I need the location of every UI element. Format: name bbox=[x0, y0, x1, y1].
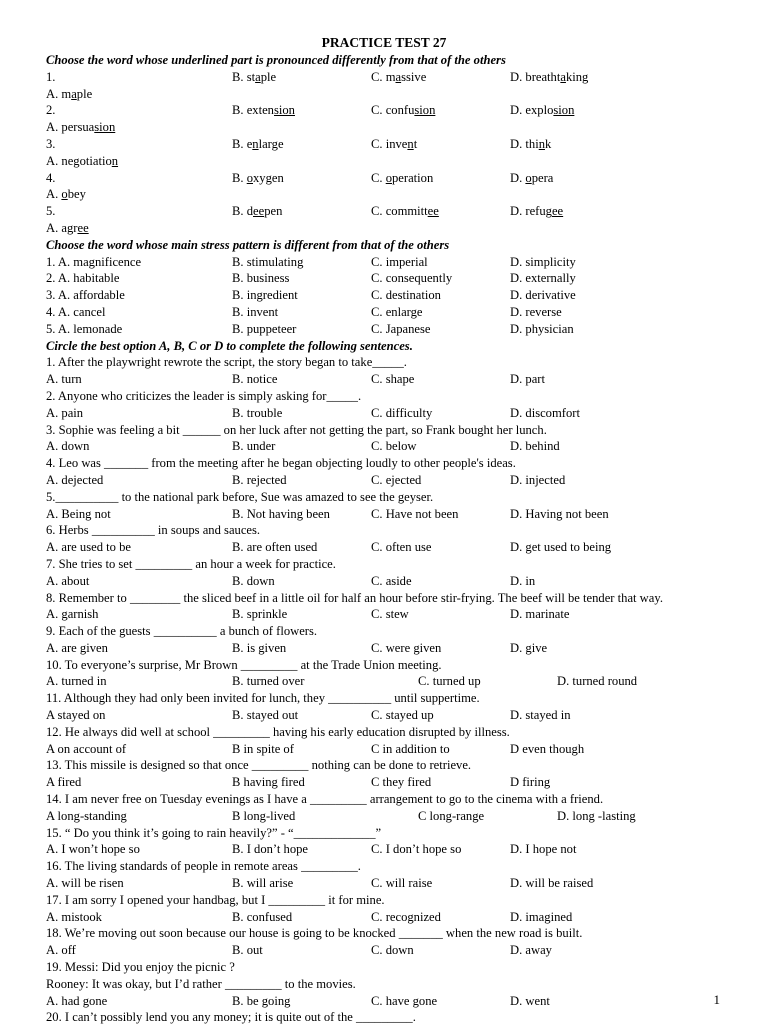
answer-option bbox=[371, 203, 510, 237]
answer-option: D even though bbox=[510, 741, 585, 756]
answer-option: D. turned round bbox=[557, 674, 638, 689]
option-prefix: C. m bbox=[371, 69, 396, 84]
answer-option: C. down bbox=[371, 943, 414, 958]
answer-options bbox=[46, 993, 722, 1010]
question-text: 19. Messi: Did you enjoy the picnic ? bbox=[46, 960, 235, 975]
answer-option: C. difficulty bbox=[371, 405, 433, 420]
question-text: 6. Herbs __________ in soups and sauces. bbox=[46, 523, 261, 538]
answer-option: C. turned up bbox=[418, 674, 481, 689]
option-text bbox=[510, 204, 563, 218]
option-prefix: B. exten bbox=[232, 103, 274, 118]
answer-option: B having fired bbox=[232, 775, 305, 790]
answer-option: A on account of bbox=[46, 741, 127, 756]
answer-option: D. externally bbox=[510, 271, 576, 286]
answer-option: D. get used to being bbox=[510, 540, 612, 555]
answer-option: C. enlarge bbox=[371, 304, 423, 319]
pronunciation-section bbox=[46, 52, 722, 237]
underlined-part: a bbox=[255, 69, 261, 84]
option-text bbox=[510, 171, 553, 185]
question-row bbox=[46, 69, 722, 103]
option-text bbox=[510, 103, 574, 117]
option-prefix: B. d bbox=[232, 204, 253, 219]
answer-options bbox=[46, 539, 722, 556]
option-prefix: A. persua bbox=[46, 120, 95, 135]
question-text: 10. To everyone’s surprise, Mr Brown _________ at the Trade Union meeting. bbox=[46, 657, 442, 672]
question-text: 12. He always did well at school _________ having his early education disrupted by illness. bbox=[46, 724, 510, 739]
answer-option: A stayed on bbox=[46, 708, 106, 723]
answer-option bbox=[46, 136, 232, 170]
answer-option: A. down bbox=[46, 439, 90, 454]
answer-option: D. away bbox=[510, 943, 552, 958]
answer-option bbox=[232, 203, 371, 237]
question-row bbox=[46, 170, 722, 204]
option-prefix: B. bbox=[232, 170, 247, 185]
underlined-part: o bbox=[61, 187, 68, 202]
stress-section bbox=[46, 237, 722, 338]
answer-option: 2. A. habitable bbox=[46, 271, 120, 286]
option-prefix: C. committ bbox=[371, 204, 428, 219]
answer-option: A long-standing bbox=[46, 808, 127, 823]
question-text: Rooney: It was okay, but I’d rather _________ to the movies. bbox=[46, 976, 356, 991]
question-row bbox=[46, 270, 722, 287]
answer-option bbox=[46, 69, 232, 103]
answer-options bbox=[46, 808, 722, 825]
answer-option: C. shape bbox=[371, 372, 415, 387]
answer-option: D. long -lasting bbox=[557, 808, 636, 823]
answer-option bbox=[232, 136, 371, 170]
answer-options bbox=[46, 371, 722, 388]
answer-option: B. stimulating bbox=[232, 254, 304, 269]
question-row bbox=[46, 136, 722, 170]
answer-option: B long-lived bbox=[232, 808, 296, 823]
answer-option: C. Have not been bbox=[371, 506, 459, 521]
option-prefix: A. bbox=[46, 187, 62, 202]
question-text: 17. I am sorry I opened your handbag, but I _________ it for mine. bbox=[46, 892, 385, 907]
answer-option: C in addition to bbox=[371, 741, 450, 756]
answer-option: A. off bbox=[46, 943, 76, 958]
section-heading: Choose the word whose main stress pattern is different from that of the others bbox=[46, 237, 450, 252]
question-row bbox=[46, 304, 722, 321]
answer-option: B. are often used bbox=[232, 540, 318, 555]
answer-option: B in spite of bbox=[232, 741, 294, 756]
answer-option: B. out bbox=[232, 943, 263, 958]
answer-option: D. in bbox=[510, 573, 536, 588]
underlined-part: n bbox=[111, 153, 119, 168]
answer-option: C. recognized bbox=[371, 909, 441, 924]
answer-option: B. be going bbox=[232, 993, 291, 1008]
answer-option: 3. A. affordable bbox=[46, 288, 125, 303]
answer-options bbox=[46, 909, 722, 926]
answer-option: B. is given bbox=[232, 640, 287, 655]
underlined-part: ee bbox=[253, 204, 265, 219]
option-prefix: D. bbox=[510, 170, 526, 185]
answer-options bbox=[46, 707, 722, 724]
underlined-part: ee bbox=[427, 204, 439, 219]
question-text: 9. Each of the guests __________ a bunch of flowers. bbox=[46, 624, 318, 639]
answer-option bbox=[232, 69, 371, 103]
option-prefix: C. bbox=[371, 170, 386, 185]
underlined-part: ee bbox=[551, 204, 564, 219]
option-prefix: C. inve bbox=[371, 136, 408, 151]
answer-option: C. imperial bbox=[371, 254, 428, 269]
option-suffix: ple bbox=[260, 69, 277, 84]
question-text: 18. We’re moving out soon because our house is going to be knocked _______ when the new road is built. bbox=[46, 926, 583, 941]
answer-option: D. discomfort bbox=[510, 405, 580, 420]
underlined-part: sion bbox=[414, 103, 436, 118]
option-suffix: ple bbox=[76, 86, 93, 101]
answer-option: A. I won’t hope so bbox=[46, 842, 140, 857]
option-text bbox=[371, 137, 417, 151]
answer-option: B. Not having been bbox=[232, 506, 330, 521]
answer-option: A. are used to be bbox=[46, 540, 131, 555]
option-prefix: A. negotiatio bbox=[46, 153, 112, 168]
answer-option: C. stew bbox=[371, 607, 409, 622]
answer-option: 1. A. magnificence bbox=[46, 254, 142, 269]
option-suffix: xygen bbox=[253, 170, 284, 185]
option-text bbox=[46, 187, 86, 201]
option-prefix: D. breatht bbox=[510, 69, 561, 84]
answer-option: C. consequently bbox=[371, 271, 453, 286]
answer-option: C. will raise bbox=[371, 876, 433, 891]
answer-option bbox=[371, 102, 510, 136]
underlined-part: o bbox=[246, 170, 253, 185]
answer-option: D firing bbox=[510, 775, 551, 790]
answer-option: C long-range bbox=[418, 808, 485, 823]
answer-option bbox=[371, 170, 510, 204]
underlined-part: a bbox=[395, 69, 402, 84]
question-number: 1. bbox=[46, 69, 56, 84]
answer-option bbox=[371, 136, 510, 170]
question-text: 20. I can’t possibly lend you any money; it is quite out of the _________. bbox=[46, 1010, 416, 1025]
answer-option bbox=[232, 102, 371, 136]
answer-option bbox=[510, 69, 650, 103]
answer-option: B. under bbox=[232, 439, 276, 454]
answer-options bbox=[46, 405, 722, 422]
option-prefix: D. thi bbox=[510, 136, 539, 151]
question-text: 5.__________ to the national park before, Sue was amazed to see the geyser. bbox=[46, 489, 434, 504]
answer-options bbox=[46, 942, 722, 959]
underlined-part: sion bbox=[553, 103, 575, 118]
answer-option: D. simplicity bbox=[510, 254, 576, 269]
question-text: 4. Leo was _______ from the meeting after he began objecting loudly to other people's ideas. bbox=[46, 456, 516, 471]
question-text: 13. This missile is designed so that once _________ nothing can be done to retrieve. bbox=[46, 758, 472, 773]
section-heading: Choose the word whose underlined part is pronounced differently from that of the others bbox=[46, 53, 506, 67]
answer-option: C. were given bbox=[371, 640, 442, 655]
answer-option: B. invent bbox=[232, 304, 279, 319]
option-text bbox=[46, 87, 92, 101]
question-number: 5. bbox=[46, 204, 56, 219]
answer-option: D. physician bbox=[510, 321, 574, 336]
option-prefix: D. explo bbox=[510, 103, 554, 118]
question-text: 1. After the playwright rewrote the script, the story began to take_____. bbox=[46, 355, 407, 370]
question-row bbox=[46, 287, 722, 304]
option-prefix: B. st bbox=[232, 69, 256, 84]
answer-option: B. notice bbox=[232, 372, 278, 387]
question-number: 4. bbox=[46, 170, 56, 185]
answer-options bbox=[46, 741, 722, 758]
option-text bbox=[510, 70, 588, 84]
underlined-part: a bbox=[560, 69, 566, 84]
answer-option: D. reverse bbox=[510, 304, 562, 319]
answer-option: D. Having not been bbox=[510, 506, 609, 521]
answer-options bbox=[46, 774, 722, 791]
answer-option: D. part bbox=[510, 372, 545, 387]
answer-option: A. turned in bbox=[46, 674, 107, 689]
answer-option: C. have gone bbox=[371, 993, 438, 1008]
option-text bbox=[371, 103, 435, 117]
answer-option: C. I don’t hope so bbox=[371, 842, 462, 857]
option-prefix: A. m bbox=[46, 86, 72, 101]
question-row bbox=[46, 203, 722, 237]
answer-option: A fired bbox=[46, 775, 82, 790]
answer-option bbox=[232, 170, 371, 204]
answer-option: A. mistook bbox=[46, 909, 102, 924]
answer-option: D. behind bbox=[510, 439, 560, 454]
answer-option: A. will be risen bbox=[46, 876, 124, 891]
answer-options bbox=[46, 506, 722, 523]
answer-option: C they fired bbox=[371, 775, 432, 790]
answer-option: B. I don’t hope bbox=[232, 842, 309, 857]
option-prefix: B. e bbox=[232, 136, 253, 151]
answer-option: C. often use bbox=[371, 540, 432, 555]
answer-option: D. stayed in bbox=[510, 708, 571, 723]
question-text: 16. The living standards of people in remote areas _________. bbox=[46, 859, 361, 874]
answer-options bbox=[46, 640, 722, 657]
underlined-part: n bbox=[538, 136, 545, 151]
answer-option bbox=[510, 102, 650, 136]
option-prefix: A. agr bbox=[46, 220, 78, 235]
answer-option bbox=[46, 102, 232, 136]
option-text bbox=[232, 204, 282, 218]
option-prefix: D. refug bbox=[510, 204, 552, 219]
answer-option: A. pain bbox=[46, 405, 84, 420]
question-text: 3. Sophie was feeling a bit ______ on her luck after not getting the part, so Frank bought her lunch. bbox=[46, 422, 547, 437]
option-suffix: pera bbox=[531, 170, 554, 185]
underlined-part: a bbox=[71, 86, 77, 101]
question-text: 2. Anyone who criticizes the leader is simply asking for_____. bbox=[46, 388, 362, 403]
answer-option: B. puppeteer bbox=[232, 321, 297, 336]
answer-option: A. about bbox=[46, 573, 90, 588]
option-text bbox=[232, 103, 295, 117]
question-row bbox=[46, 254, 722, 271]
option-prefix: C. confu bbox=[371, 103, 415, 118]
answer-options bbox=[46, 875, 722, 892]
page-number: 1 bbox=[713, 992, 720, 1007]
underlined-part: sion bbox=[94, 120, 116, 135]
option-text bbox=[371, 204, 439, 218]
option-suffix: ssive bbox=[401, 69, 427, 84]
question-row bbox=[46, 321, 722, 338]
question-row bbox=[46, 102, 722, 136]
answer-option: A. dejected bbox=[46, 472, 104, 487]
question-text: 11. Although they had only been invited for lunch, they __________ until suppertime. bbox=[46, 691, 480, 706]
answer-option: 4. A. cancel bbox=[46, 304, 106, 319]
underlined-part: ee bbox=[77, 220, 89, 235]
option-text bbox=[371, 70, 426, 84]
answer-option: B. rejected bbox=[232, 472, 287, 487]
answer-option: C. Japanese bbox=[371, 321, 431, 336]
answer-option: D. imagined bbox=[510, 909, 573, 924]
answer-option: D. marinate bbox=[510, 607, 570, 622]
section-heading: Circle the best option A, B, C or D to complete the following sentences. bbox=[46, 338, 413, 353]
answer-option: A. are given bbox=[46, 640, 108, 655]
answer-options bbox=[46, 472, 722, 489]
answer-option: A. turn bbox=[46, 372, 82, 387]
answer-options bbox=[46, 438, 722, 455]
option-text bbox=[46, 221, 89, 235]
worksheet-page bbox=[46, 34, 722, 1026]
option-text bbox=[46, 120, 115, 134]
answer-option: D. I hope not bbox=[510, 842, 577, 857]
answer-option: B. business bbox=[232, 271, 290, 286]
option-text bbox=[232, 70, 276, 84]
answer-option: B. confused bbox=[232, 909, 293, 924]
option-suffix: peration bbox=[392, 170, 434, 185]
underlined-part: sion bbox=[273, 103, 295, 118]
answer-option: B. stayed out bbox=[232, 708, 299, 723]
option-text bbox=[371, 171, 433, 185]
answer-option: B. will arise bbox=[232, 876, 294, 891]
question-text: 8. Remember to ________ the sliced beef in a little oil for half an hour before stir-frying. The beef will be tender that way. bbox=[46, 590, 663, 605]
answer-option bbox=[371, 69, 510, 103]
answer-option: B. ingredient bbox=[232, 288, 298, 303]
question-text: 15. “ Do you think it’s going to rain heavily?” - “_____________” bbox=[46, 825, 382, 840]
answer-option: D. went bbox=[510, 993, 550, 1008]
option-text bbox=[510, 137, 551, 151]
answer-option bbox=[510, 136, 650, 170]
answer-option bbox=[510, 170, 650, 204]
answer-option: B. down bbox=[232, 573, 275, 588]
answer-options bbox=[46, 606, 722, 623]
answer-option: D. injected bbox=[510, 472, 566, 487]
option-suffix: t bbox=[413, 136, 418, 151]
underlined-part: o bbox=[525, 170, 532, 185]
answer-options bbox=[46, 673, 722, 690]
option-text bbox=[232, 137, 284, 151]
underlined-part: n bbox=[407, 136, 414, 151]
option-text bbox=[46, 154, 118, 168]
option-suffix: king bbox=[565, 69, 589, 84]
answer-options bbox=[46, 573, 722, 590]
page-title: PRACTICE TEST 27 bbox=[321, 35, 447, 50]
answer-option bbox=[510, 203, 650, 237]
answer-option: B. turned over bbox=[232, 674, 305, 689]
option-suffix: bey bbox=[67, 187, 86, 202]
answer-option: 5. A. lemonade bbox=[46, 321, 123, 336]
multiple-choice-section bbox=[46, 338, 722, 1026]
answer-option: A. Being not bbox=[46, 506, 111, 521]
answer-option: A. had gone bbox=[46, 993, 108, 1008]
answer-option: C. stayed up bbox=[371, 708, 434, 723]
underlined-part: n bbox=[252, 136, 259, 151]
answer-options bbox=[46, 841, 722, 858]
answer-option: C. destination bbox=[371, 288, 441, 303]
answer-option: B. sprinkle bbox=[232, 607, 288, 622]
option-text bbox=[232, 171, 284, 185]
question-text: 7. She tries to set _________ an hour a week for practice. bbox=[46, 556, 336, 571]
answer-option bbox=[46, 170, 232, 204]
option-suffix: large bbox=[258, 136, 284, 151]
question-number: 2. bbox=[46, 103, 56, 118]
answer-option: D. derivative bbox=[510, 288, 576, 303]
underlined-part: o bbox=[385, 170, 392, 185]
answer-option: C. ejected bbox=[371, 472, 422, 487]
answer-option: D. give bbox=[510, 640, 548, 655]
answer-option bbox=[46, 203, 232, 237]
answer-option: A. garnish bbox=[46, 607, 99, 622]
answer-option: C. below bbox=[371, 439, 417, 454]
answer-option: B. trouble bbox=[232, 405, 283, 420]
option-suffix: pen bbox=[264, 204, 283, 219]
answer-option: C. aside bbox=[371, 573, 412, 588]
answer-option: D. will be raised bbox=[510, 876, 594, 891]
question-text: 14. I am never free on Tuesday evenings as I have a _________ arrangement to go to the cinema with a friend. bbox=[46, 792, 604, 807]
option-suffix: k bbox=[544, 136, 552, 151]
question-number: 3. bbox=[46, 136, 56, 151]
